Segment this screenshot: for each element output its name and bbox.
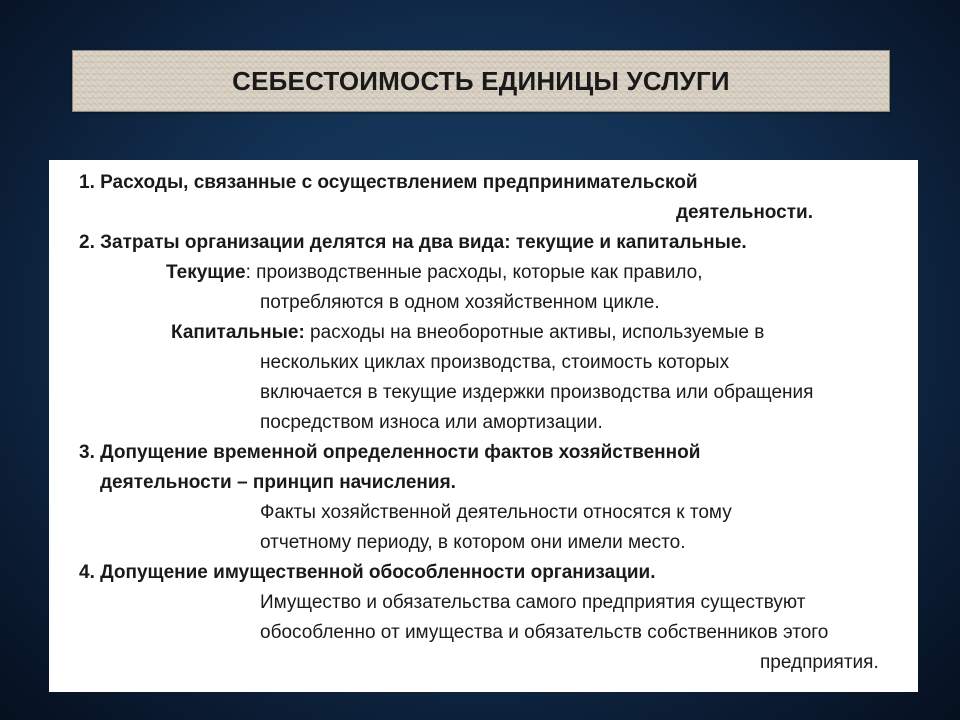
content-box [49, 160, 918, 692]
capital-costs-line-3: включается в текущие издержки производства или обращения [260, 382, 814, 403]
capital-costs-line-2: нескольких циклах производства, стоимость которых [260, 352, 730, 373]
item-4-line-2: Имущество и обязательства самого предприятия существуют [260, 592, 806, 613]
slide-title: СЕБЕСТОИМОСТЬ ЕДИНИЦЫ УСЛУГИ [232, 65, 730, 96]
title-band [72, 50, 890, 112]
item-1-line-1: 1. Расходы, связанные с осуществлением предпринимательской [79, 172, 698, 193]
item-4-line-1: 4. Допущение имущественной обособленности организации. [79, 562, 656, 583]
item-3-line-3: Факты хозяйственной деятельности относятся к тому [260, 502, 732, 523]
item-4-line-4: предприятия. [760, 652, 879, 673]
current-costs-line-2: потребляются в одном хозяйственном цикле. [260, 292, 660, 313]
capital-costs-line-1: Капитальные: расходы на внеоборотные активы, используемые в [171, 322, 765, 343]
capital-costs-line-4: посредством износа или амортизации. [260, 412, 603, 433]
item-2-line-1: 2. Затраты организации делятся на два вида: текущие и капитальные. [79, 232, 747, 253]
item-3-line-4: отчетному периоду, в котором они имели место. [260, 532, 686, 553]
current-costs-line-1: Текущие: производственные расходы, которые как правило, [166, 262, 703, 283]
item-4-line-3: обособленно от имущества и обязательств собственников этого [260, 622, 829, 643]
item-1-line-2: деятельности. [676, 202, 813, 223]
item-3-line-1: 3. Допущение временной определенности фактов хозяйственной [79, 442, 701, 463]
item-3-line-2: деятельности – принцип начисления. [100, 472, 456, 493]
